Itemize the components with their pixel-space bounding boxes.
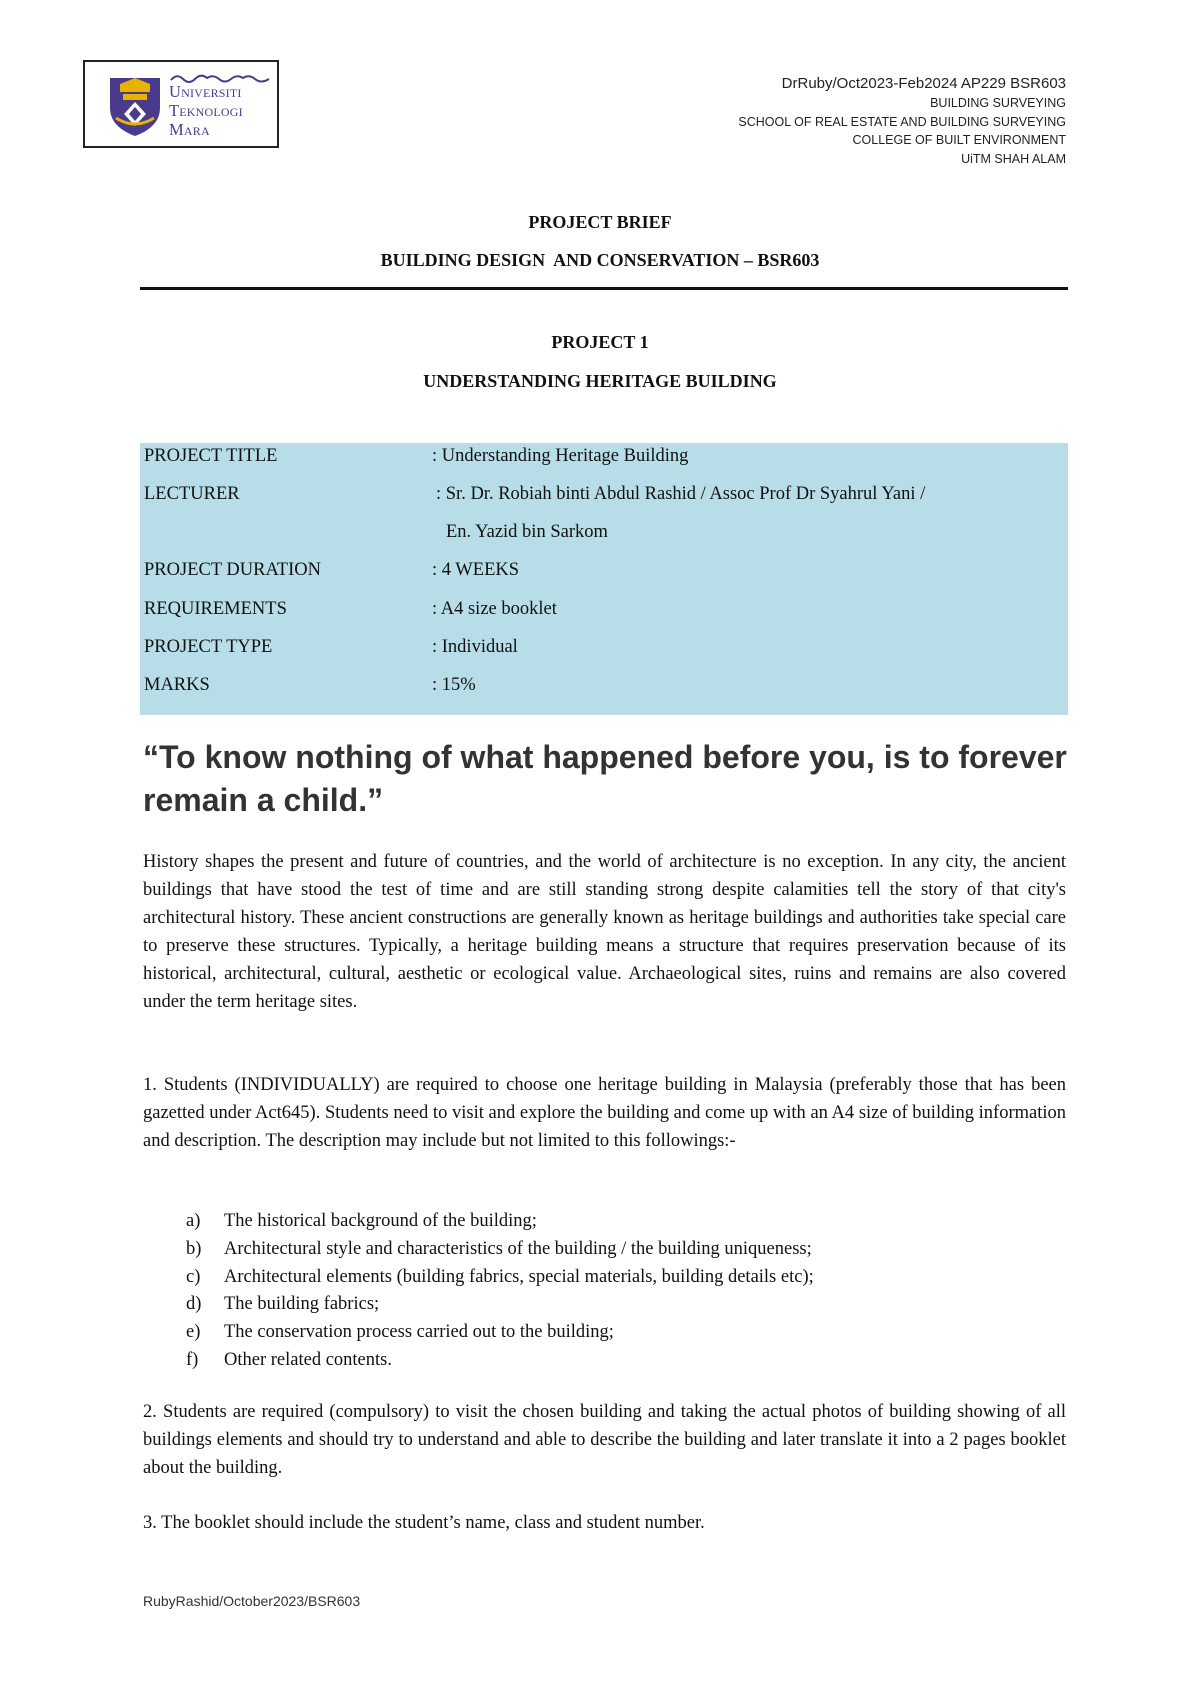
project-heading: UNDERSTANDING HERITAGE BUILDING — [423, 371, 777, 391]
list-text: The building fabrics; — [224, 1294, 380, 1315]
heritage-quote: “To know nothing of what happened before you, is to forever remain a child.” — [143, 739, 1067, 818]
list-marker: d) — [186, 1294, 202, 1315]
list-marker: f) — [186, 1349, 199, 1370]
list-item — [186, 1264, 814, 1292]
list-item — [186, 1291, 814, 1319]
list-item — [186, 1208, 814, 1236]
header-programme: BUILDING SURVEYING — [930, 96, 1066, 110]
page-footer: RubyRashid/October2023/BSR603 — [143, 1593, 361, 1609]
uitm-crest-icon — [106, 74, 164, 138]
list-text: The historical background of the building; — [224, 1211, 537, 1231]
info-label: PROJECT DURATION — [144, 560, 321, 580]
instruction-3: 3. The booklet should include the student’s name, class and student number. — [143, 1513, 705, 1533]
list-marker: c) — [186, 1266, 201, 1287]
info-value: : Individual — [432, 637, 518, 657]
header-school: SCHOOL OF REAL ESTATE AND BUILDING SURVEYING — [738, 114, 1066, 129]
info-label: MARKS — [144, 675, 210, 695]
info-label: LECTURER — [144, 484, 240, 504]
logo-line-3: Mara — [169, 120, 210, 139]
info-value: En. Yazid bin Sarkom — [446, 522, 608, 542]
header-college: COLLEGE OF BUILT ENVIRONMENT — [852, 133, 1066, 147]
list-marker: a) — [186, 1211, 201, 1231]
list-text: Architectural elements (building fabrics, special materials, building details etc); — [224, 1266, 814, 1287]
info-value: : Understanding Heritage Building — [432, 446, 689, 466]
instruction-1: 1. Students (INDIVIDUALLY) are required to choose one heritage building in Malaysia (preferably those that has been gazetted under Act645). Students need to visit and explore the building and come up with an A4 size of building information and description. The description may include but not limited to this followings:- — [143, 1075, 1066, 1151]
info-label: REQUIREMENTS — [144, 599, 287, 619]
brief-title: PROJECT BRIEF — [528, 212, 672, 232]
list-item — [186, 1236, 814, 1264]
course-title: BUILDING DESIGN AND CONSERVATION – BSR603 — [380, 250, 820, 270]
list-marker: b) — [186, 1238, 202, 1259]
info-label: PROJECT TYPE — [144, 637, 273, 657]
list-item — [186, 1319, 814, 1347]
project-number: PROJECT 1 — [551, 332, 649, 352]
intro-paragraph: History shapes the present and future of countries, and the world of architecture is no exception. In any city, the ancient buildings that have stood the test of time and are still standing strong despite calamities tell the story of that city's architectural history. These ancient constructions are generally known as heritage buildings and authorities take special care to preserve these structures. Typically, a heritage building means a structure that requires preservation because of its historical, architectural, cultural, aesthetic or ecological value. Archaeological sites, ruins and remains are also covered under the term heritage sites. — [143, 852, 1066, 1012]
logo-wordmark — [169, 82, 243, 139]
info-value: : Sr. Dr. Robiah binti Abdul Rashid / Assoc Prof Dr Syahrul Yani / — [436, 484, 926, 504]
info-label: PROJECT TITLE — [144, 446, 278, 466]
document-header — [738, 74, 1066, 168]
list-item — [186, 1347, 814, 1375]
logo-line-2: Teknologi — [169, 101, 243, 120]
title-divider — [140, 287, 1068, 290]
list-text: Other related contents. — [224, 1349, 392, 1370]
university-logo — [83, 60, 279, 148]
description-list — [186, 1208, 814, 1375]
list-marker: e) — [186, 1322, 201, 1343]
header-code: DrRuby/Oct2023-Feb2024 AP229 BSR603 — [781, 75, 1066, 92]
info-value: : A4 size booklet — [432, 599, 557, 619]
list-text: Architectural style and characteristics of the building / the building uniqueness; — [224, 1238, 812, 1259]
logo-line-1: Universiti — [169, 82, 242, 101]
info-value: : 15% — [432, 675, 476, 695]
project-info-table — [140, 443, 1068, 715]
info-value: : 4 WEEKS — [432, 560, 520, 580]
instruction-2: 2. Students are required (compulsory) to visit the chosen building and taking the actual photos of building showing of all buildings elements and should try to understand and able to describe the building and later translate it into a 2 pages booklet about the building. — [143, 1402, 1066, 1478]
logo-jawi-script — [169, 70, 271, 82]
list-text: The conservation process carried out to the building; — [224, 1322, 614, 1343]
header-campus: UiTM SHAH ALAM — [961, 151, 1066, 166]
